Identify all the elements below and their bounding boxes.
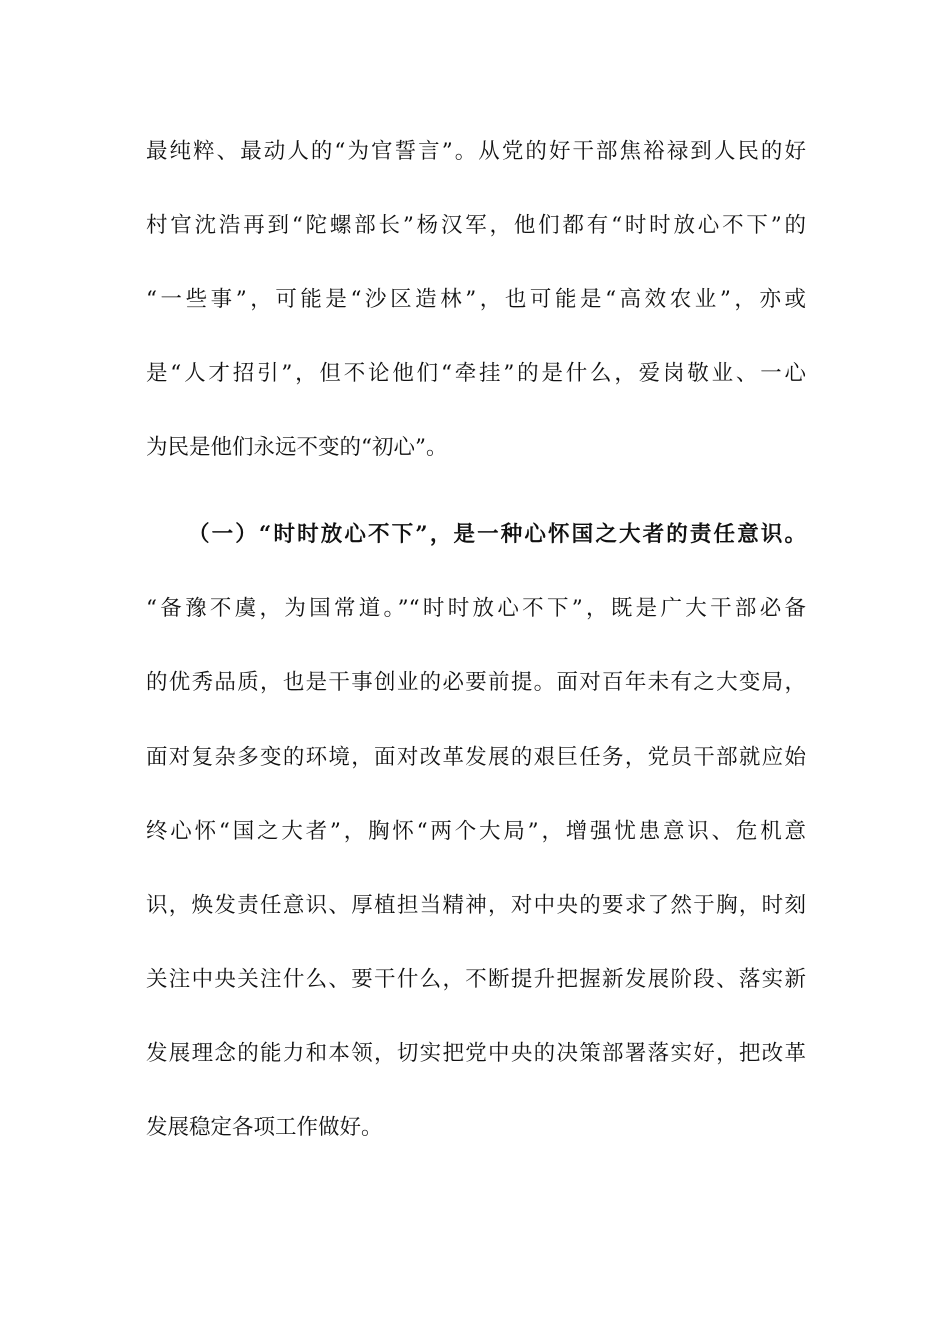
paragraph-2-line-7: 发展理念的能力和本领，切实把党中央的决策部署落实好，把改革: [146, 1041, 806, 1066]
paragraph-1-line-5: 为民是他们永远不变的“初心”。: [146, 435, 448, 460]
paragraph-1-line-3: “一些事”，可能是“沙区造林”，也可能是“高效农业”，亦或: [146, 287, 806, 312]
paragraph-2-line-2: 的优秀品质，也是干事创业的必要前提。面对百年未有之大变局，: [146, 670, 806, 695]
paragraph-1-line-1: 最纯粹、最动人的“为官誓言”。从党的好干部焦裕禄到人民的好: [146, 139, 806, 164]
paragraph-1-line-4: 是“人才招引”，但不论他们“牵挂”的是什么，爱岗敬业、一心: [146, 361, 806, 386]
paragraph-1-line-2: 村官沈浩再到“陀螺部长”杨汉军，他们都有“时时放心不下”的: [146, 213, 806, 238]
paragraph-2-line-3: 面对复杂多变的环境，面对改革发展的艰巨任务，党员干部就应始: [146, 745, 806, 770]
paragraph-2-line-1: “备豫不虞，为国常道。”“时时放心不下”，既是广大干部必备: [146, 596, 806, 621]
paragraph-2-line-4: 终心怀“国之大者”，胸怀“两个大局”，增强忧患意识、危机意: [146, 819, 806, 844]
paragraph-2-line-8: 发展稳定各项工作做好。: [146, 1115, 383, 1140]
paragraph-2-line-6: 关注中央关注什么、要干什么，不断提升把握新发展阶段、落实新: [146, 967, 806, 992]
section-heading: （一）“时时放心不下”，是一种心怀国之大者的责任意识。: [188, 522, 806, 547]
paragraph-2-line-5: 识，焕发责任意识、厚植担当精神，对中央的要求了然于胸，时刻: [146, 893, 806, 918]
